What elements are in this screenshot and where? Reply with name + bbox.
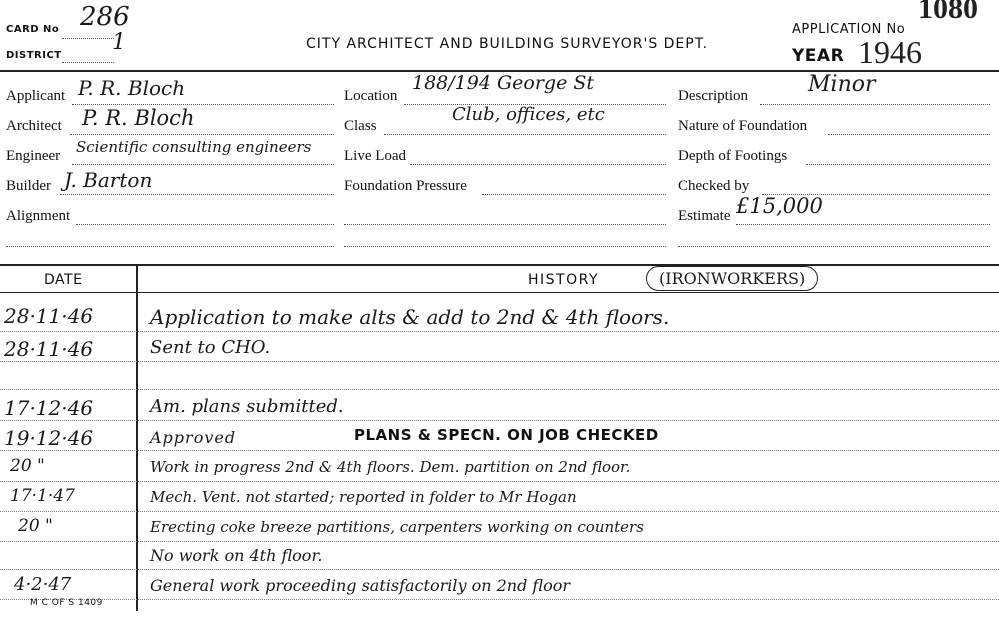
application-no-label: APPLICATION No [792,22,906,37]
estimate-value: £15,000 [736,194,823,218]
class-label: Class [344,118,377,134]
history-row-entry: Approved [150,428,237,447]
card-no-value: 286 [80,2,130,32]
district-value: 1 [112,30,126,55]
history-row-entry: No work on 4th floor. [150,546,323,565]
history-row-date: 17·1·47 [10,486,75,506]
architect-label: Architect [6,118,62,134]
history-row-entry: Am. plans submitted. [150,396,344,417]
history-row-date: 20 " [18,516,53,536]
nature-of-foundation-label: Nature of Foundation [678,118,808,134]
applicant-label: Applicant [6,88,66,104]
history-column-header: HISTORY [528,272,599,288]
class-value: Club, offices, etc [452,104,605,125]
year-value: 1946 [858,34,922,70]
history-row-date: 20 " [10,456,45,476]
history-row-date: 4·2·47 [14,574,72,595]
location-label: Location [344,88,398,104]
date-column-header: DATE [44,272,83,288]
department-title: CITY ARCHITECT AND BUILDING SURVEYOR'S DEPT. [306,36,709,52]
history-row-entry: Mech. Vent. not started; reported in folder to Mr Hogan [150,488,577,506]
checked-by-label: Checked by [678,178,750,194]
depth-of-footings-label: Depth of Footings [678,148,788,164]
history-row-entry: Work in progress 2nd & 4th floors. Dem. partition on 2nd floor. [150,458,631,476]
engineer-label: Engineer [6,148,61,164]
inspection-stamp: PLANS & SPECN. ON JOB CHECKED [354,426,659,444]
card-no-label: CARD No [6,24,60,35]
history-row-entry: General work proceeding satisfactorily on 2nd floor [150,576,571,595]
history-note: (IRONWORKERS) [646,266,818,291]
foundation-pressure-label: Foundation Pressure [344,178,467,194]
history-row-date: 28·11·46 [4,337,94,361]
history-row-date: 28·11·46 [4,304,94,328]
district-label: DISTRICT [6,50,62,61]
history-row-entry: Sent to CHO. [150,337,271,358]
application-no-value: 1080 [918,0,978,25]
history-row-date: 19·12·46 [4,426,94,450]
form-code: M C OF S 1409 [30,598,103,608]
architect-value: P. R. Bloch [82,106,195,130]
description-value: Minor [808,72,876,97]
description-label: Description [678,88,748,104]
history-row-date: 17·12·46 [4,396,94,420]
builder-label: Builder [6,178,51,194]
live-load-label: Live Load [344,148,407,164]
history-row-entry: Erecting coke breeze partitions, carpenters working on counters [150,518,644,536]
applicant-value: P. R. Bloch [78,76,186,100]
year-label: YEAR [792,46,845,66]
history-row-entry: Application to make alts & add to 2nd & 4th floors. [150,305,670,329]
alignment-label: Alignment [6,208,71,224]
engineer-value: Scientific consulting engineers [76,138,312,156]
estimate-label: Estimate [678,208,731,224]
location-value: 188/194 George St [412,72,595,94]
builder-value: J. Barton [64,168,153,192]
